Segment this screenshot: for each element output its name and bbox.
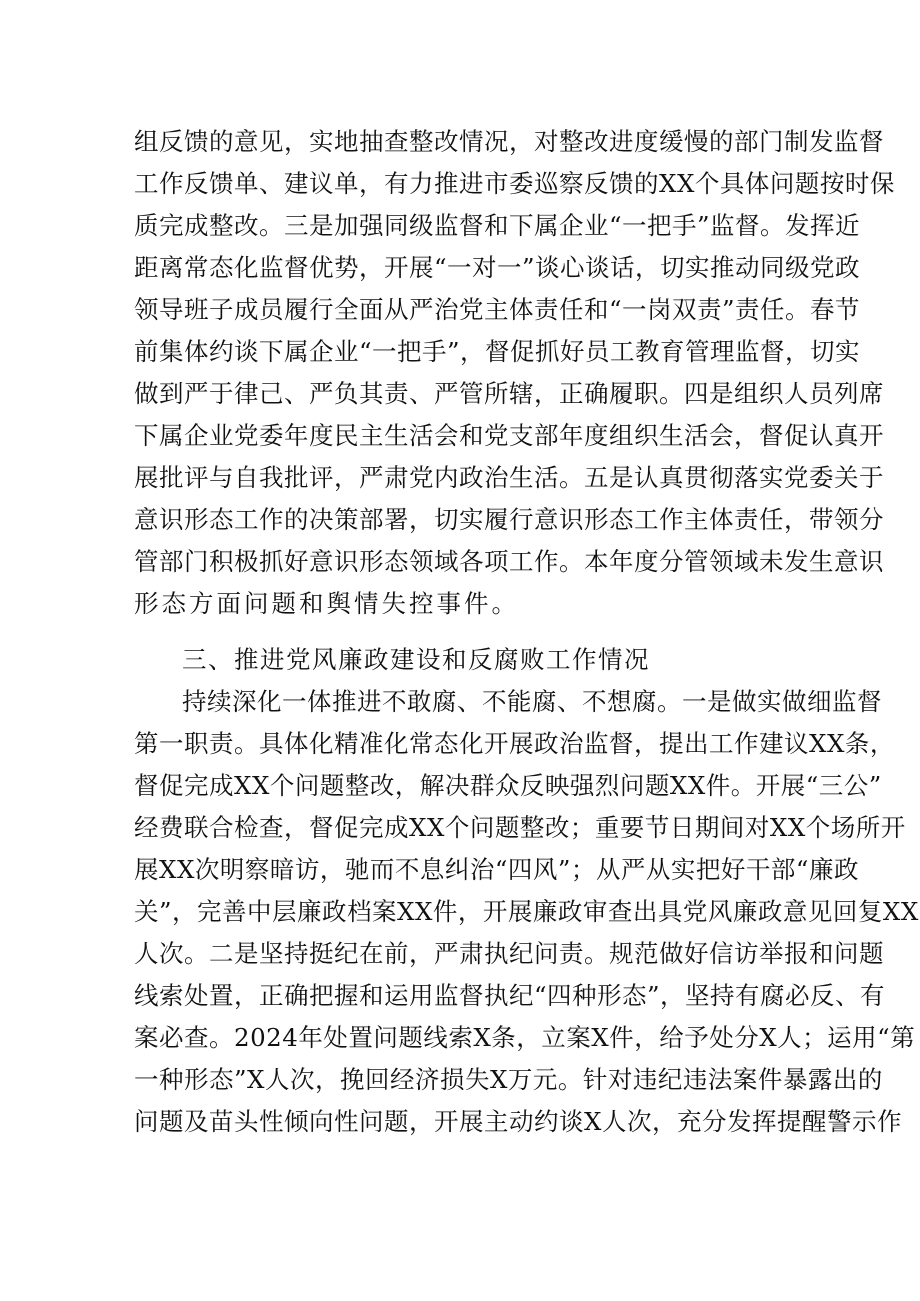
body-text-line: 做到严于律己、严负其责、严管所辖，正确履职。四是组织人员列席 [134, 379, 884, 408]
body-text-line: 距离常态化监督优势，开展“一对一”谈心谈话，切实推动同级党政 [134, 253, 861, 282]
body-text-line: 工作反馈单、建议单，有力推进市委巡察反馈的XX个具体问题按时保 [134, 169, 895, 198]
body-text-line: 展XX次明察暗访，驰而不息纠治“四风”；从严从实把好干部“廉政 [134, 855, 859, 884]
body-text-line: 领导班子成员履行全面从严治党主体责任和“一岗双责”责任。春节 [134, 295, 861, 324]
body-text-line: 持续深化一体推进不敢腐、不能腐、不想腐。一是做实做细监督 [182, 687, 882, 716]
body-text-line: 前集体约谈下属企业“一把手”，督促抓好员工教育管理监督，切实 [134, 337, 861, 366]
body-text-line: 意识形态工作的决策部署，切实履行意识形态工作主体责任，带领分 [134, 505, 884, 534]
body-text-line: 第一职责。具体化精准化常态化开展政治监督，提出工作建议XX条， [134, 729, 895, 758]
body-text-line: 质完成整改。三是加强同级监督和下属企业“一把手”监督。发挥近 [134, 211, 861, 240]
body-text-line: 一种形态”X人次，挽回经济损失X万元。针对违纪违法案件暴露出的 [134, 1065, 883, 1094]
body-text-line: 展批评与自我批评，严肃党内政治生活。五是认真贯彻落实党委关于 [134, 463, 884, 492]
section-heading: 三、推进党风廉政建设和反腐败工作情况 [182, 645, 650, 674]
body-text-line: 下属企业党委年度民主生活会和党支部年度组织生活会，督促认真开 [134, 421, 884, 450]
body-text-line: 案必查。2024年处置问题线索X条，立案X件，给予处分X人；运用“第 [134, 1023, 916, 1052]
body-text-line: 形态方面问题和舆情失控事件。 [134, 589, 519, 618]
body-text-line: 经费联合检查，督促完成XX个问题整改；重要节日期间对XX个场所开 [134, 813, 906, 842]
body-text-line: 人次。二是坚持挺纪在前，严肃执纪问责。规范做好信访举报和问题 [134, 939, 884, 968]
body-text-line: 管部门积极抓好意识形态领域各项工作。本年度分管领域未发生意识 [134, 547, 884, 576]
body-text-line: 关”，完善中层廉政档案XX件，开展廉政审查出具党风廉政意见回复XX [134, 897, 919, 926]
body-text-line: 线索处置，正确把握和运用监督执纪“四种形态”，坚持有腐必反、有 [134, 981, 886, 1010]
body-text-line: 问题及苗头性倾向性问题，开展主动约谈X人次，充分发挥提醒警示作 [134, 1107, 902, 1136]
body-text-line: 组反馈的意见，实地抽查整改情况，对整改进度缓慢的部门制发监督 [134, 127, 884, 156]
body-text-line: 督促完成XX个问题整改，解决群众反映强烈问题XX件。开展“三公” [134, 771, 882, 800]
